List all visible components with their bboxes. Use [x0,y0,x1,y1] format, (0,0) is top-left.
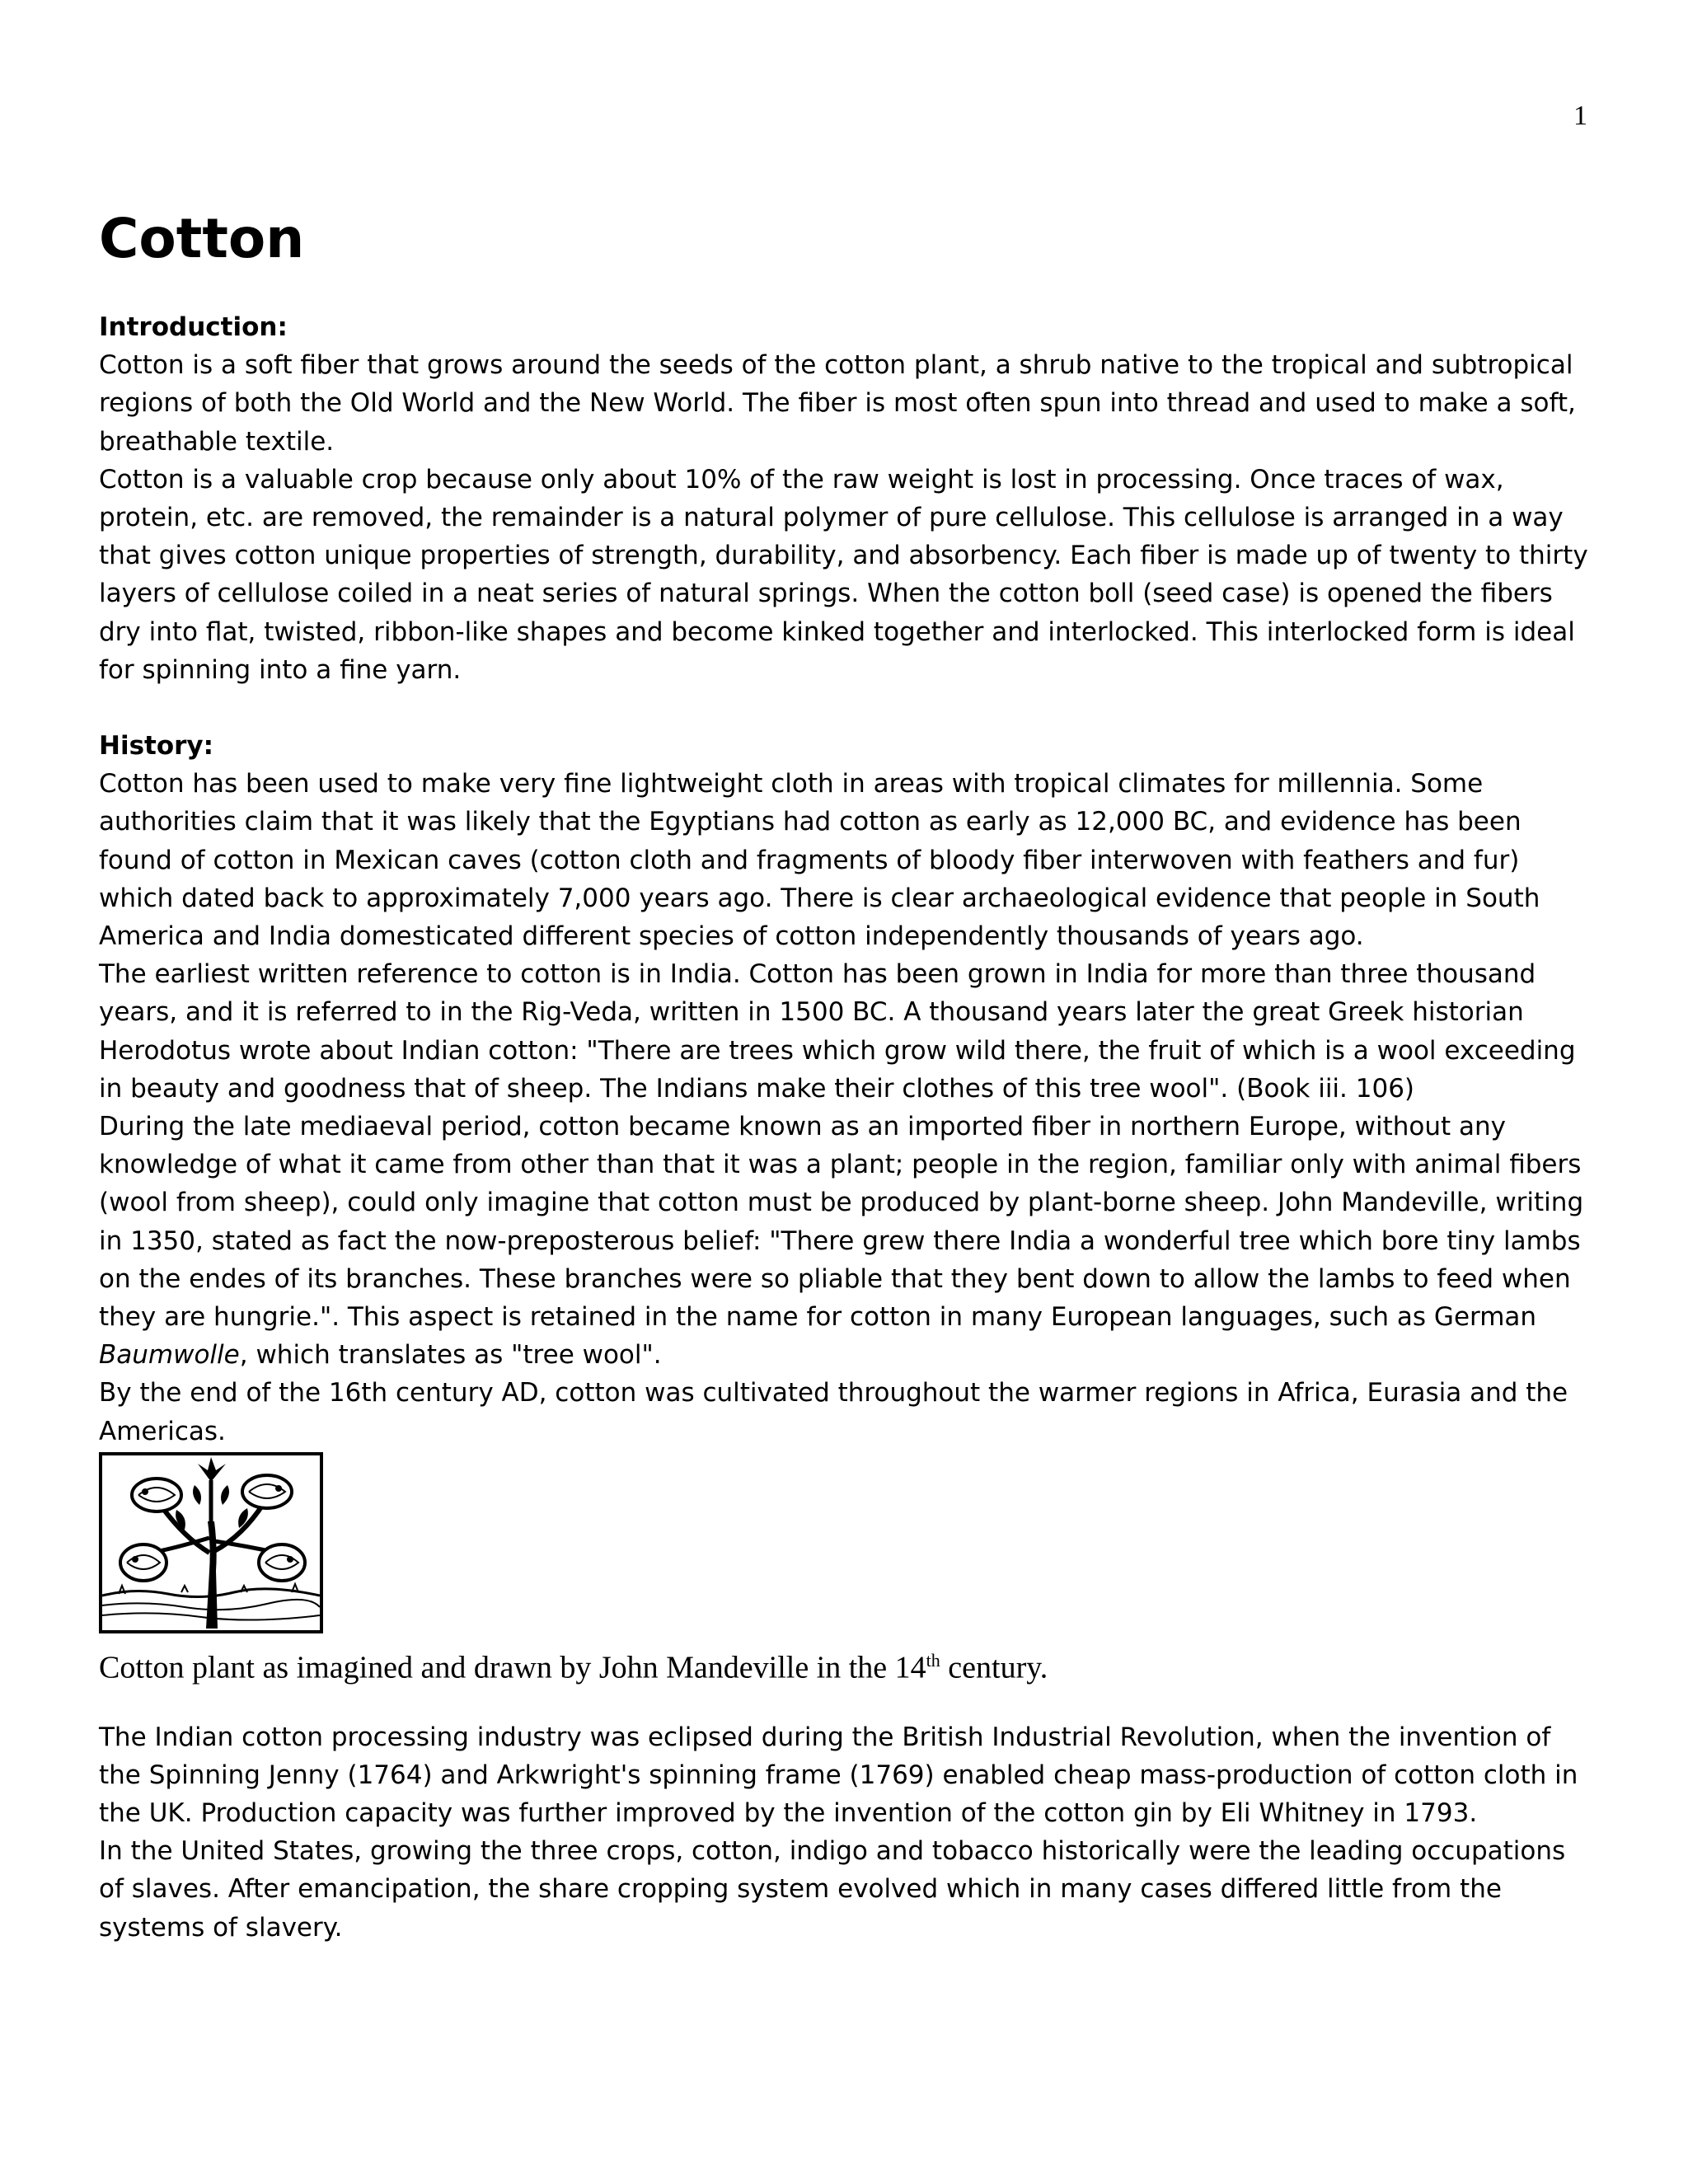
industry-paragraph-2: In the United States, growing the three crops, cotton, indigo and tobacco historically were the leading occupations of slaves. After emancipation, the share cropping system evolved which in many cases differed little from the systems of slavery. [99,1836,1566,1943]
page-title: Cotton [99,207,305,270]
industry-paragraph-1: The Indian cotton processing industry was eclipsed during the British Industrial Revolution, when the invention of the Spinning Jenny (1764) and Arkwright's spinning frame (1769) enabled cheap mass-production of cotton cloth in the UK. Production capacity was further improved by the invention of the cotton gin by Eli Whitney in 1793. [99,1722,1578,1828]
history-paragraph-4: By the end of the 16th century AD, cotton was cultivated throughout the warmer regions in Africa, Eurasia and the Americas. [99,1378,1568,1446]
history-paragraph-2: The earliest written reference to cotton is in India. Cotton has been grown in India for more than three thousand years, and it is referred to in the Rig-Veda, written in 1500 BC. A thousand years later the great Greek historian Herodotus wrote about Indian cotton: "There are trees which grow wild there, the fruit of which is a wool exceeding in beauty and goodness that of sheep. The Indians make their clothes of this tree wool". (Book iii. 106) [99,959,1576,1104]
introduction-heading: Introduction: [99,312,288,342]
introduction-paragraph-1: Cotton is a soft fiber that grows around the seeds of the cotton plant, a shrub native to the tropical and subtropical regions of both the Old World and the New World. The fiber is most often spun into thread and used to make a soft, breathable textile. [99,350,1576,457]
history-paragraph-3 [99,1108,1592,1374]
introduction-paragraph-2: Cotton is a valuable crop because only about 10% of the raw weight is lost in processing. Once traces of wax, protein, etc. are removed, the remainder is a natural polymer of pure cellulose. This cellulose is arranged in a way that gives cotton unique properties of strength, durability, and absorbency. Each fiber is made up of twenty to thirty layers of cellulose coiled in a neat series of natural springs. When the cotton boll (seed case) is opened the fibers dry into flat, twisted, ribbon-like shapes and become kinked together and interlocked. This interlocked form is ideal for spinning into a fine yarn. [99,464,1588,685]
history-heading: History: [99,731,214,762]
history-paragraph-1: Cotton has been used to make very fine lightweight cloth in areas with tropical climates for millennia. Some authorities claim that it was likely that the Egyptians had cotton as early as 12,000 BC, and evidence has been found of cotton in Mexican caves (cotton cloth and fragments of bloody fiber interwoven with feathers and fur) which dated back to approximately 7,000 years ago. There is clear archaeological evidence that people in South America and India domesticated different species of cotton independently thousands of years ago. [99,769,1540,952]
vegetable-lamb-illustration [102,1455,320,1630]
page-number: 1 [1573,101,1587,131]
history-paragraph-3-end: , which translates as "tree wool". [239,1340,662,1371]
section-gap [99,689,1592,727]
figure-caption-superscript: th [926,1649,940,1671]
vegetable-lamb-woodcut [99,1452,323,1633]
history-paragraph-3-text: During the late mediaeval period, cotton became known as an imported fiber in northern Europe, without any knowledge of what it came from other than that it was a plant; people in the region, familiar only with animal fibers (wool from sheep), could only imagine that cotton must be produced by plant-borne sheep. John Mandeville, writing in 1350, stated as fact the now-preposterous belief: "There grew there India a wonderful tree which bore tiny lambs on the endes of its branches. These branches were so pliable that they bent down to allow the lambs to feed when they are hungrie.". This aspect is retained in the name for cotton in many European languages, such as German [99,1112,1584,1333]
figure-caption-text: Cotton plant as imagined and drawn by John Mandeville in the 14 [99,1650,926,1685]
document-body [99,203,1592,1947]
baumwolle-term: Baumwolle [99,1340,240,1371]
figure-caption-end: century. [940,1650,1048,1685]
figure-caption [99,1638,1592,1690]
